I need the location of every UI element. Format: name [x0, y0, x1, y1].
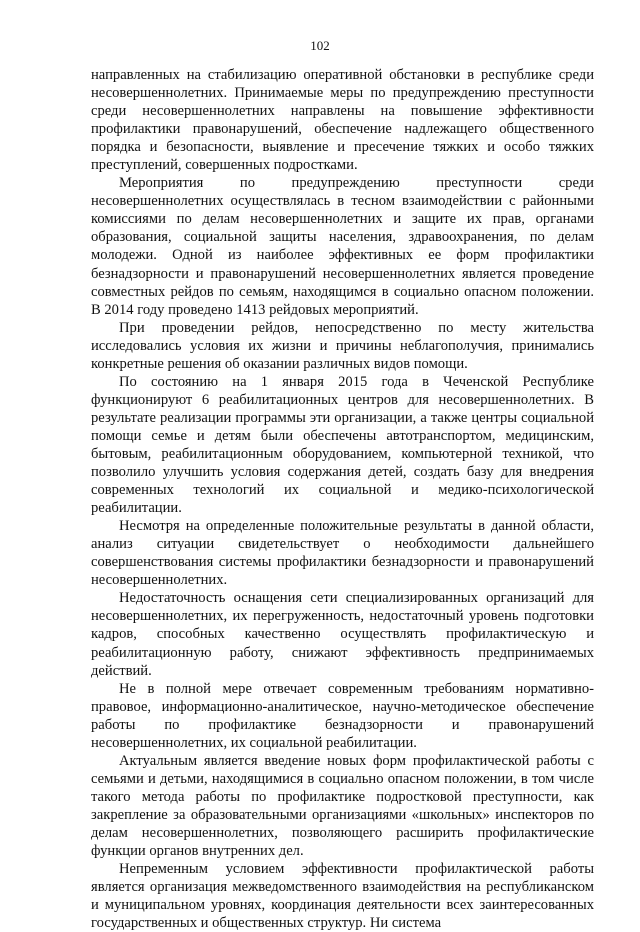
paragraph-6: Недостаточность оснащения сети специализированных организаций для несовершеннолетних, их перегруженность, недостаточный уровень подготовки кадров, способных качественно осуществлять профилактическую и реабилитационную работу, снижают эффективность предпринимаемых действий. [91, 590, 594, 679]
paragraph-2: Мероприятия по предупреждению преступности среди несовершеннолетних осуществлялась в тесном взаимодействии с районными комиссиями по делам несовершеннолетних и защите их прав, органами образования, социальной защиты населения, здравоохранения, по делам молодежи. Одной из наиболее эффективных ее форм профилактики безнадзорности и правонарушений несовершеннолетних является проведение совместных рейдов по семьям, находящимся в социально опасном положении. В 2014 году проведено 1413 рейдовых мероприятий. [91, 175, 594, 318]
body-text [91, 66, 594, 932]
paragraph-7: Не в полной мере отвечает современным требованиям нормативно-правовое, информационно-аналитическое, научно-методическое обеспечение работы по профилактике безнадзорности и правонарушений несовершеннолетних, их социальной реабилитации. [91, 680, 594, 751]
paragraph-9: Непременным условием эффективности профилактической работы является организация межведомственного взаимодействия на республиканском и муниципальном уровнях, координация деятельности всех заинтересованных государственных и общественных структур. Ни система [91, 861, 594, 932]
paragraph-1: направленных на стабилизацию оперативной обстановки в республике среди несовершеннолетних. Принимаемые меры по предупреждению преступности среди несовершеннолетних направлены на повышение эффективности профилактики правонарушений, обеспечение надлежащего общественного порядка и безопасности, выявление и пресечение тяжких и особо тяжких преступлений, совершенных подростками. [91, 67, 594, 174]
paragraph-8: Актуальным является введение новых форм профилактической работы с семьями и детьми, находящимися в социально опасном положении, в том числе такого метода работы по профилактике подростковой преступности, как закрепление за образовательными организациями «школьных» инспекторов по делам несовершеннолетних, позволяющего расширить профилактические функции органов внутренних дел. [91, 752, 594, 860]
paragraph-4: По состоянию на 1 января 2015 года в Чеченской Республике функционируют 6 реабилитационных центров для несовершеннолетних. В результате реализации программы эти организации, а также центры социальной помощи семье и детям были обеспечены автотранспортом, медицинским, бытовым, реабилитационным оборудованием, компьютерной техникой, что позволило улучшить условия содержания детей, создать базу для внедрения современных технологий их социальной и медико-психологической реабилитации. [91, 373, 594, 517]
paragraph-5: Несмотря на определенные положительные результаты в данной области, анализ ситуации свидетельствует о необходимости дальнейшего совершенствования системы профилактики безнадзорности и правонарушений несовершеннолетних. [91, 518, 594, 589]
paragraph-3: При проведении рейдов, непосредственно по месту жительства исследовались условия их жизни и причины неблагополучия, принимались конкретные решения об оказании различных видов помощи. [91, 319, 594, 372]
page-number: 102 [310, 38, 330, 53]
